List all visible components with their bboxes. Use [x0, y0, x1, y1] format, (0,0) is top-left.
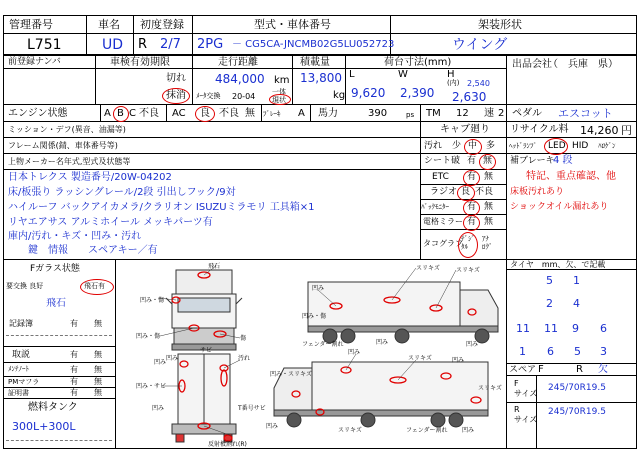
r-size-label: R サイズ — [514, 405, 538, 424]
label-side-l9: 凹み — [462, 427, 475, 434]
exhibitor-label: 出品会社 — [512, 59, 552, 70]
note-line-6: 鍵 情報 スペアキー／有 — [28, 245, 158, 256]
load: 13,800 — [300, 71, 342, 85]
dirt-opt-high: 多 — [486, 141, 496, 151]
seat-label: シート破 — [424, 156, 461, 166]
grid-line — [3, 398, 115, 399]
tire-4-4: 3 — [600, 345, 607, 358]
pedal-unit: ペダル — [512, 108, 542, 119]
f-size: 245/70R19.5 — [548, 383, 606, 393]
dirt-opt-mid: 中 — [468, 141, 478, 151]
glass-status: 飛石 — [46, 298, 66, 309]
maintenance-no: 無 — [94, 365, 102, 374]
label-rear-top: サビ — [200, 347, 213, 354]
cert-yes: 有 — [70, 388, 78, 397]
tire-2-3: 4 — [573, 297, 580, 310]
first-reg-label: 初度登録 — [140, 18, 184, 31]
seat-yes: 有 — [467, 156, 477, 166]
grid-line — [3, 121, 637, 122]
headlight-halogen: ﾊﾛｹﾞﾝ — [598, 142, 616, 150]
grid-line — [3, 33, 637, 34]
glass-title: Fガラス状態 — [30, 264, 80, 274]
radio-good: 良 — [461, 187, 471, 197]
circle-mark — [464, 139, 482, 155]
front-view — [166, 270, 242, 350]
dim-w-label: W — [398, 69, 408, 80]
tire-4-2: 6 — [547, 345, 554, 358]
tire-header: タイヤ mm、欠、で記載 — [510, 260, 606, 269]
grid-line — [95, 55, 96, 105]
manual-yes: 有 — [70, 350, 78, 359]
mileage: 484,000 — [215, 72, 265, 86]
circle-mark — [463, 200, 480, 216]
glass-options: 要交換 良好 — [6, 282, 44, 290]
grid-line — [3, 153, 637, 154]
label-side-l5: スリキズ — [478, 385, 502, 392]
label-rear-dent: 凹み — [154, 359, 167, 366]
note-line-1: 日本トレクス 製造番号/20W-04202 — [8, 172, 172, 183]
pedal: 2 — [498, 108, 505, 119]
note-line-2: 床/板張り ラッシングレール/2段 引出しフック/9対 — [8, 187, 236, 198]
grid-line — [166, 105, 167, 121]
remark-1: 床板汚れあり — [510, 187, 565, 197]
management-no-label: 管理番号 — [9, 18, 53, 31]
load-label: 積載量 — [300, 57, 330, 68]
grid-line — [192, 55, 193, 105]
circle-mark — [162, 88, 190, 104]
r-size: 245/70R19.5 — [548, 407, 606, 417]
note-line-3: ハイルーフ バックアイカメラ/クラリオン ISUZUミラモリ 工具箱×1 — [8, 202, 315, 213]
grid-line — [261, 105, 262, 121]
engine-a: A — [104, 108, 111, 119]
headlight-label: ﾍｯﾄﾞﾗﾝﾌﾟ — [509, 142, 537, 150]
label-side-l2: スリキズ — [408, 355, 432, 362]
grid-line — [3, 362, 115, 363]
label-side-r6: 凹み — [466, 341, 479, 348]
dashed-line — [6, 440, 112, 441]
engine-b: B — [117, 108, 124, 119]
dim-l-label: L — [349, 69, 355, 80]
hp: 390 — [368, 108, 388, 119]
grid-line — [3, 448, 637, 449]
pm-yes: 有 — [70, 377, 78, 386]
tacho-analog: ｱﾅ ﾛｸﾞ — [482, 235, 493, 251]
brake-label: ﾌﾞﾚｰｷ — [263, 110, 281, 118]
f-size-label: F サイズ — [514, 379, 538, 398]
maker-label: 車名 — [98, 18, 120, 31]
manual-label: 取説 — [12, 350, 31, 360]
grid-line — [3, 169, 506, 170]
label-rear-reflector: 反射板割れ(R) — [208, 441, 247, 448]
engine-label: エンジン状態 — [8, 108, 68, 119]
tacho-digital: ﾃﾞｼﾞ ﾀﾙ — [461, 235, 475, 251]
grid-line — [3, 68, 506, 69]
grid-line — [292, 55, 293, 105]
headlight-led: LED — [548, 141, 566, 151]
record-no: 無 — [94, 319, 102, 328]
dim-w: 2,390 — [400, 86, 435, 100]
backmonitor-yes: 有 — [467, 202, 477, 212]
grid-line — [192, 15, 193, 55]
circle-mark — [458, 232, 478, 258]
label-side-l4: 凹み — [452, 357, 465, 364]
tire-3-3: 9 — [572, 322, 579, 335]
grid-line — [133, 15, 134, 55]
mission-label: ミッション・デフ(異音、油漏等) — [8, 125, 126, 134]
exhibitor: （ 兵庫 県） — [548, 59, 618, 70]
grid-line — [420, 229, 506, 230]
tm-unit: 速 — [484, 108, 494, 119]
grid-line — [3, 15, 637, 16]
maintenance-label: ﾒﾝﾃﾉｰﾄ — [8, 365, 29, 373]
circle-mark — [113, 106, 129, 122]
etc-yes: 有 — [467, 172, 477, 182]
fuel-label: 燃料タンク — [28, 402, 78, 413]
record-label: 記録簿 — [9, 319, 33, 328]
mileage-unit: km — [274, 75, 290, 86]
grid-line — [506, 402, 636, 403]
radio-bad: 不良 — [475, 187, 494, 197]
manual-no: 無 — [94, 350, 102, 359]
backmonitor-label: ﾊﾞｯｸﾓﾆﾀｰ — [421, 203, 449, 211]
pm-no: 無 — [94, 377, 102, 386]
circle-mark — [463, 215, 480, 231]
maker: UD — [102, 37, 124, 53]
label-rear-left: 凹み・サビ — [136, 383, 167, 390]
etc-no: 無 — [484, 172, 494, 182]
dirt-opt-low: 少 — [452, 141, 462, 151]
fuel: 300L+300L — [12, 420, 76, 433]
dim-h: 2,630 — [452, 90, 487, 104]
recycle-label: リサイクル料 — [510, 124, 569, 135]
label-front-top: 飛石 — [208, 263, 221, 270]
radio-label: ラジオ — [430, 187, 458, 197]
remarks-title: 特記、重点確認、他 — [526, 171, 616, 182]
spare-r-val: 欠 — [598, 364, 608, 375]
label-rear-t: T番号サビ — [238, 405, 266, 412]
grid-line — [345, 55, 346, 105]
load-unit: kg — [333, 90, 346, 101]
engine-c: C — [129, 108, 136, 119]
recycle: 14,260 — [580, 124, 619, 137]
cert-no: 無 — [94, 388, 102, 397]
mirror-yes: 有 — [467, 217, 477, 227]
circle-mark — [195, 106, 215, 122]
first-reg-date: 2/7 — [160, 37, 181, 52]
cert-label: 証明書 — [8, 389, 29, 397]
label-front-side: 傷 — [240, 335, 247, 342]
model-vin-label: 型式・車体番号 — [254, 18, 331, 31]
label-side-r3: 凹み・傷 — [302, 313, 327, 320]
body-type: ウイング — [452, 37, 508, 53]
odo-date: 20-04 — [232, 92, 256, 101]
inspection-label: 車検有効期限 — [110, 57, 170, 68]
odo-note: 一体 現状 — [272, 88, 286, 104]
body-type-label: 架装形状 — [478, 18, 522, 31]
engine-bad: 不良 — [139, 108, 159, 119]
remark-2: ショックオイル漏れあり — [510, 202, 609, 212]
label-side-r5: スリキズ — [456, 267, 480, 274]
seat-no: 無 — [483, 156, 493, 166]
maintenance-yes: 有 — [70, 365, 78, 374]
grid-line — [3, 104, 637, 105]
tire-2-2: 2 — [546, 297, 553, 310]
tire-1-3: 1 — [573, 274, 580, 287]
label-rear-bottom: 凹み — [152, 405, 165, 412]
label-front-mirror: 凹み・傷 — [140, 297, 165, 304]
circle-mark — [479, 154, 496, 170]
tire-3-4: 6 — [600, 322, 607, 335]
cab-tilt-label: キャブ廻り — [440, 124, 490, 135]
grid-line — [420, 214, 506, 215]
label-front-bumper: 凹み — [166, 355, 179, 362]
spare-f: F — [538, 364, 544, 375]
grid-line — [3, 54, 637, 56]
label-side-r2: 凹み — [312, 285, 325, 292]
ac-none: 無 — [245, 108, 255, 119]
label-side-l1: 凹み — [348, 349, 361, 356]
tire-1-2: 5 — [546, 274, 553, 287]
grid-line — [506, 375, 636, 376]
mirror-no: 無 — [484, 217, 494, 227]
label-side-r1: スリキズ — [416, 265, 440, 272]
frame-label: フレーム関係(錆、車体番号等) — [8, 141, 118, 150]
backmonitor-no: 無 — [484, 202, 494, 212]
label-side-l7: フェンダー割れ — [406, 427, 448, 434]
hp-unit: ps — [406, 111, 415, 119]
vehicle-diagram — [116, 260, 506, 448]
grid-line — [506, 269, 636, 270]
management-no: L751 — [27, 37, 62, 53]
note-line-5: 庫内/汚れ・キズ・凹み・汚れ — [8, 231, 142, 242]
tire-4-1: 1 — [519, 345, 526, 358]
tire-3-2: 11 — [544, 322, 558, 335]
grid-line — [420, 105, 421, 121]
grid-line — [636, 15, 637, 449]
grid-line — [506, 363, 636, 364]
grid-line — [506, 55, 507, 449]
circle-mark — [80, 279, 114, 295]
headlight-hid: HID — [572, 141, 589, 151]
cargo-dim-label: 荷台寸法(mm) — [384, 57, 452, 68]
spare-r: R — [576, 364, 583, 375]
tm: 12 — [456, 108, 469, 119]
label-side-l8: スリキズ — [338, 427, 362, 434]
ac-bad: 不良 — [219, 108, 239, 119]
model: 2PG — [197, 37, 224, 52]
record-yes: 有 — [70, 319, 78, 328]
glass-option-chip: 飛石有 — [84, 282, 105, 290]
ac-label: AC — [172, 108, 186, 119]
inspection-state-expired: 切れ — [166, 73, 186, 84]
hp-label: 馬力 — [318, 108, 338, 119]
tacho-label: タコグラフ — [423, 239, 463, 248]
dim-h-sub: 2,540 — [467, 79, 490, 88]
mirror-label: 電格ミラー — [423, 217, 463, 226]
circle-mark — [457, 185, 475, 201]
odo-date-prefix: ﾒｰﾀ交換 — [196, 92, 221, 100]
label-front-scratch: 凹み・傷 — [136, 333, 161, 340]
grid-line — [420, 121, 421, 259]
recycle-unit: 円 — [621, 124, 632, 137]
grid-line — [310, 105, 311, 121]
aux-brake-label: 補ブレーキ — [510, 156, 555, 166]
dim-l: 9,620 — [351, 86, 386, 100]
ac-good: 良 — [200, 108, 210, 119]
cab: エスコット — [558, 107, 613, 120]
era: R — [138, 37, 148, 52]
vin: － CG5CA-JNCMB02G5LU052723 — [232, 39, 395, 50]
etc-label: ETC — [432, 172, 449, 182]
inspection-state-canceled: 抹消 — [166, 90, 186, 101]
spare-label: スペア — [509, 365, 537, 375]
grid-line — [100, 105, 101, 121]
label-side-r4: 凹み — [376, 339, 389, 346]
grid-line — [3, 137, 637, 138]
circle-mark — [269, 94, 291, 105]
label-side-l6: 凹み — [266, 423, 279, 430]
dirt-label: 汚れ — [424, 141, 443, 151]
grid-line — [3, 346, 115, 347]
aux-brake: 4 段 — [553, 155, 573, 166]
grid-line — [86, 15, 87, 55]
side-view-right — [308, 282, 498, 343]
prev-plate-label: 前登録ナンバ — [8, 57, 61, 67]
dashed-line — [6, 335, 112, 336]
tm-label: TM — [426, 108, 441, 119]
upper-label: 上物メーカー名年式,型式及状態等 — [8, 157, 131, 166]
note-line-4: リヤエアサス アルミホイール メッキパーツ有 — [8, 217, 213, 228]
mileage-label: 走行距離 — [218, 57, 258, 68]
grid-line — [3, 15, 4, 449]
brake: A — [298, 108, 305, 119]
label-rear-stain: 汚れ — [238, 355, 251, 362]
tire-4-3: 5 — [574, 345, 581, 358]
label-side-fender: フェンダー割れ — [302, 341, 344, 348]
tire-3-1: 11 — [516, 322, 530, 335]
dim-h-label: H — [447, 69, 455, 80]
dim-h-sub-label: (内) — [447, 79, 460, 87]
label-side-l3: 凹み・スリキズ — [270, 371, 312, 378]
circle-mark — [544, 138, 568, 155]
pm-label: PMマフラ — [8, 378, 40, 386]
circle-mark — [463, 170, 480, 186]
